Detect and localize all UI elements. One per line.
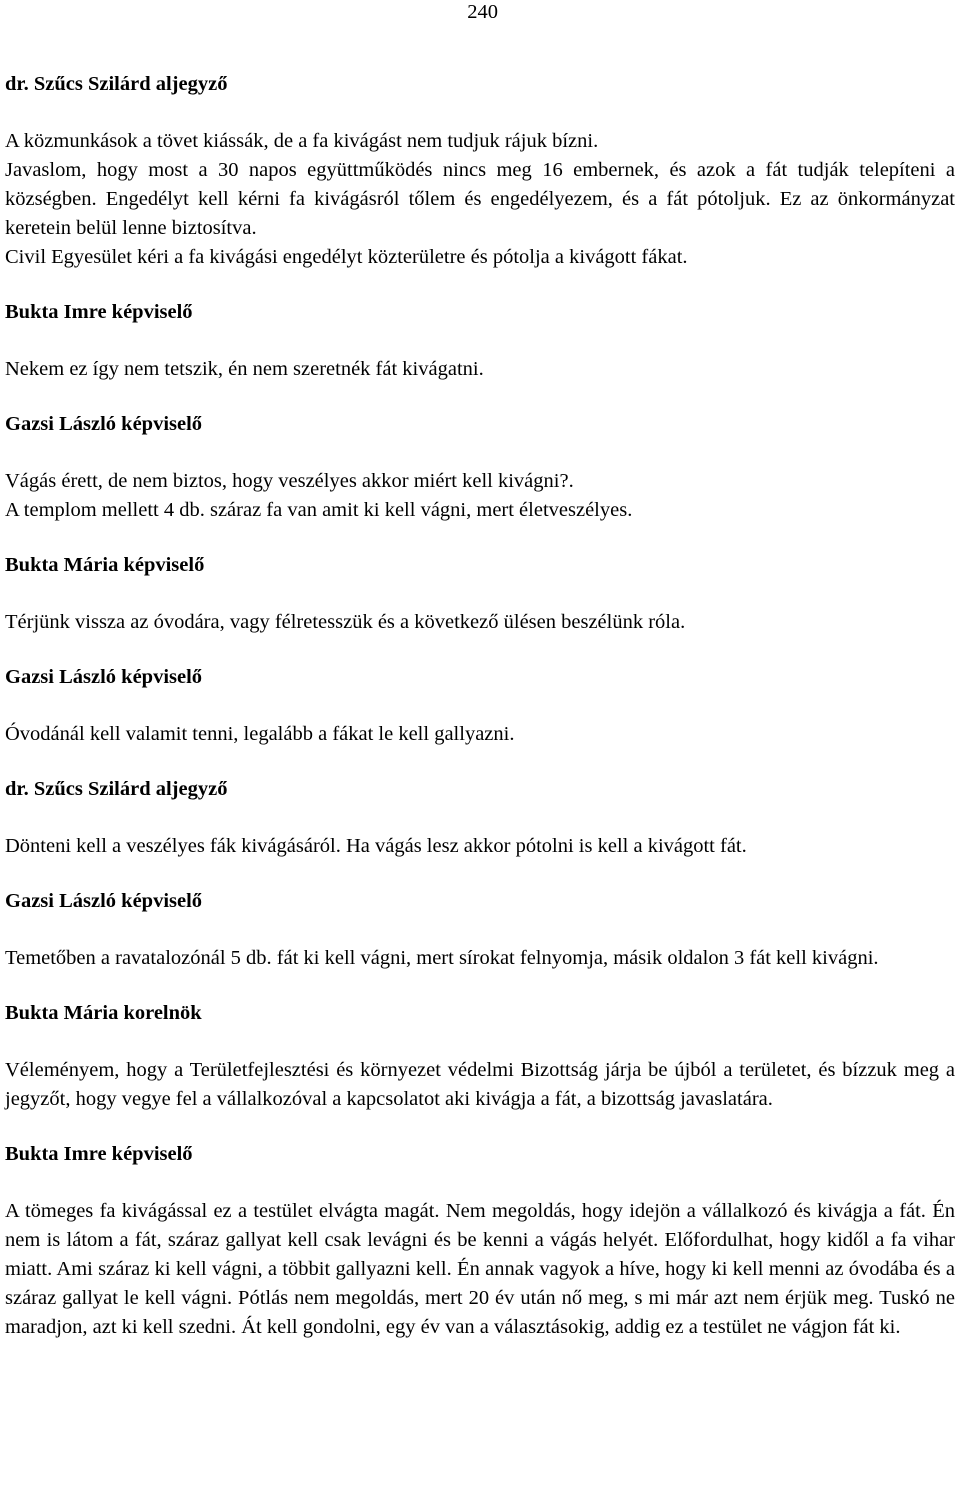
speaker-name: dr. Szűcs Szilárd aljegyző <box>5 73 228 95</box>
speech-line: Nekem ez így nem tetszik, én nem szeretnék fát kivágatni. <box>5 358 484 380</box>
speech-block <box>5 298 955 384</box>
speech-block <box>5 775 955 861</box>
speaker-name: Gazsi László képviselő <box>5 890 203 912</box>
speech-line: Vágás érett, de nem biztos, hogy veszélyes akkor miért kell kivágni?. <box>5 470 574 492</box>
speech-line: Véleményem, hogy a Területfejlesztési és környezet védelmi Bizottság járja be újból a területet, és bízzuk meg a jegyzőt, hogy vegye fel a vállalkozóval a kapcsolatot aki kivágja a fát, a bizottság javaslatára. <box>5 1059 955 1110</box>
speech-line: Óvodánál kell valamit tenni, legalább a fákat le kell gallyazni. <box>5 723 515 745</box>
speaker-name: dr. Szűcs Szilárd aljegyző <box>5 778 228 800</box>
speech-line: Javaslom, hogy most a 30 napos együttműködés nincs meg 16 embernek, és azok a fát tudják telepíteni a községben. Engedélyt kell kérni fa kivágásról tőlem és engedélyezem, és a fát pótoljuk. Ez az önkormányzat keretein belül lenne biztosítva. <box>5 159 955 239</box>
speaker-name: Gazsi László képviselő <box>5 666 203 688</box>
document-body <box>5 70 955 1342</box>
speaker-name: Gazsi László képviselő <box>5 413 203 435</box>
speech-line: A közmunkások a tövet kiássák, de a fa kivágást nem tudjuk rájuk bízni. <box>5 130 599 152</box>
speech-block <box>5 887 955 973</box>
page-number: 240 <box>467 1 498 23</box>
speech-line: A templom mellett 4 db. száraz fa van amit ki kell vágni, mert életveszélyes. <box>5 499 633 521</box>
speech-block <box>5 70 955 272</box>
speech-block <box>5 1140 955 1342</box>
speech-line: A tömeges fa kivágással ez a testület elvágta magát. Nem megoldás, hogy idejön a vállalkozó és kivágja a fát. Én nem is látom a fát, száraz gallyat kell csak levágni és be kenni a vágás helyét. Előfordulhat, hogy kidől a fa vihar miatt. Ami száraz ki kell vágni, a többit gallyazni kell. Én annak vagyok a híve, hogy ki kell menni az óvodába és a száraz gallyat le kell vágni. Pótlás nem megoldás, mert 20 év után nő meg, s mi már azt nem érjük meg. Tuskó ne maradjon, azt ki kell szedni. Át kell gondolni, egy év van a választásokig, addig ez a testület ne vágjon fát ki. <box>5 1200 955 1338</box>
speech-line: Térjünk vissza az óvodára, vagy félretesszük és a következő ülésen beszélünk róla. <box>5 611 686 633</box>
speaker-name: Bukta Mária korelnök <box>5 1002 202 1024</box>
speaker-name: Bukta Imre képviselő <box>5 301 193 323</box>
speech-line: Temetőben a ravatalozónál 5 db. fát ki kell vágni, mert sírokat felnyomja, másik oldalon 3 fát kell kivágni. <box>5 947 879 969</box>
speech-block <box>5 663 955 749</box>
speaker-name: Bukta Mária képviselő <box>5 554 205 576</box>
speech-line: Dönteni kell a veszélyes fák kivágásáról. Ha vágás lesz akkor pótolni is kell a kivágott fát. <box>5 835 747 857</box>
speech-line: Civil Egyesület kéri a fa kivágási engedélyt közterületre és pótolja a kivágott fákat. <box>5 246 688 268</box>
speech-block <box>5 999 955 1114</box>
speech-block <box>5 551 955 637</box>
speaker-name: Bukta Imre képviselő <box>5 1143 193 1165</box>
speech-block <box>5 410 955 525</box>
